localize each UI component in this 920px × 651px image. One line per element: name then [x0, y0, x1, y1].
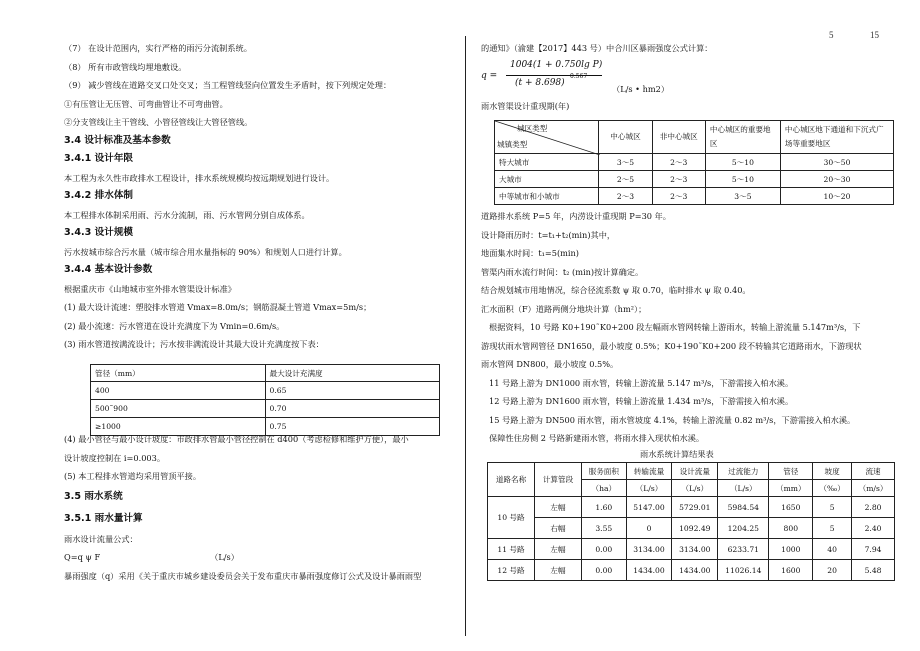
table-cell: 中等城市和小城市 [495, 188, 599, 205]
table-header-cell: 中心城区地下通道和下沉式广场等重要地区 [780, 121, 893, 154]
table-unit-cell: （mm） [769, 480, 813, 497]
table-cell: 0.00 [582, 539, 627, 560]
table-header-cell: 道路名称 [488, 463, 535, 497]
text-line: （7） 在设计范围内，实行严格的雨污分流制系统。 [64, 43, 252, 53]
table-cell: 11026.14 [718, 560, 769, 581]
text-line: 游现状雨水管网管径 DN1650，最小坡度 0.5%；K0+190˜K0+200 段不转输其它道路雨水，下游现状 [481, 340, 862, 351]
table-cell: 1650 [769, 497, 813, 518]
table-cell: 2.40 [852, 518, 895, 539]
table-cell: 1.60 [582, 497, 627, 518]
formula-line [64, 548, 459, 567]
text-line: 雨水设计流量公式： [64, 533, 138, 544]
text-line: 汇水面积（F）道路两侧分地块计算（hm²）； [481, 303, 647, 314]
fraction-bar [506, 75, 602, 76]
right-column-top [481, 39, 901, 58]
subsection-heading: 3.5.1 雨水量计算 [64, 512, 143, 524]
diag-top-label: 城区类型 [517, 124, 548, 133]
text-line: (2) 最小流速：污水管道在设计充满度下为 Vmin=0.6m/s。 [64, 320, 285, 331]
table-cell: 3～5 [705, 188, 780, 205]
table-cell: 1434.00 [672, 560, 718, 581]
table-cell: 5729.01 [672, 497, 718, 518]
table-cell: 500˜900 [91, 400, 266, 418]
table-row [495, 171, 894, 188]
table-cell: 0.70 [265, 400, 440, 418]
table-cell: 5984.54 [718, 497, 769, 518]
table-cell: 5 [813, 518, 852, 539]
table-cell: 0.75 [265, 418, 440, 436]
section-heading: 3.4 设计标准及基本参数 [64, 134, 171, 146]
table-cell: 左幅 [535, 539, 582, 560]
subsection-heading: 3.4.2 排水体制 [64, 190, 134, 201]
text-line: (5) 本工程排水管道均采用管顶平接。 [64, 471, 202, 481]
table-cell: 2～3 [652, 171, 705, 188]
table-cell: 2～3 [652, 154, 705, 171]
table-header-cell: 流速 [852, 463, 895, 480]
table-header-cell: 管径 [769, 463, 813, 480]
text-line: 本工程为永久性市政排水工程设计，排水系统规模均按远期规划进行设计。 [64, 172, 335, 183]
text-line: 道路排水系统 P=5 年，内涝设计重现期 P=30 年。 [481, 211, 671, 221]
table-cell: 10 号路 [488, 497, 535, 539]
table-cell: 7.94 [852, 539, 895, 560]
table-row [495, 154, 894, 171]
subsection-heading: 3.4.4 基本设计参数 [64, 264, 153, 275]
table-header-cell: 服务面积 [582, 463, 627, 480]
table-cell: 左幅 [535, 497, 582, 518]
table-cell: 0 [626, 518, 672, 539]
table-cell: 特大城市 [495, 154, 599, 171]
table-title: 雨水管渠设计重现期(年) [481, 101, 570, 111]
table-cell: 400 [91, 382, 266, 400]
text-line: 根据资料，10 号路 K0+190˜K0+200 段左幅雨水管网转输上游雨水，转输上游流量 5.147m³/s，下 [489, 322, 861, 332]
table-cell: 5.48 [852, 560, 895, 581]
text-line: 15 号路上游为 DN500 雨水管，雨水管坡度 4.1%，转输上游流量 0.82 m³/s，下游需接入柏水溪。 [489, 414, 856, 425]
table-cell: 大城市 [495, 171, 599, 188]
table-cell: 20 [813, 560, 852, 581]
table-unit-cell: （L/s） [672, 480, 718, 497]
text-line: 污水按城市综合污水量（城市综合用水量指标的 90%）和规划人口进行计算。 [64, 246, 347, 257]
table-cell: 1092.49 [672, 518, 718, 539]
table-cell: 左幅 [535, 560, 582, 581]
table-cell: 5147.00 [626, 497, 672, 518]
table-title: 雨水系统计算结果表 [640, 449, 714, 459]
text-line: 暴雨强度（q）采用《关于重庆市城乡建设委员会关于发布重庆市暴雨强度修订公式及设计暴雨雨型 [64, 570, 422, 581]
table-cell: 6233.71 [718, 539, 769, 560]
table-cell: 0.00 [582, 560, 627, 581]
table-cell: 12 号路 [488, 560, 535, 581]
table-cell: 3134.00 [672, 539, 718, 560]
table-cell: 1000 [769, 539, 813, 560]
column-divider [465, 36, 466, 636]
table-cell: 20～30 [780, 171, 893, 188]
table-unit-cell: （ha） [582, 480, 627, 497]
table-cell: 10～20 [780, 188, 893, 205]
table-header-row [495, 121, 894, 154]
table-row [91, 400, 440, 418]
table-cell: 5 [813, 497, 852, 518]
table-header-cell: 计算管段 [535, 463, 582, 497]
text-line: (1) 最大设计流速：塑胶排水管道 Vmax=8.0m/s；钢筋混凝土管道 Vmax=5m/s； [64, 302, 372, 312]
table-header-cell: 中心城区 [599, 121, 652, 154]
table-unit-cell: （‰） [813, 480, 852, 497]
table-row [488, 539, 895, 560]
table-header-cell: 过流能力 [718, 463, 769, 480]
formula-numerator: 1004(1 + 0.750lg P) [510, 60, 603, 70]
text-line: （8） 所有市政管线均埋地敷设。 [64, 61, 187, 72]
table-unit-cell: （L/s） [718, 480, 769, 497]
text-line: 管渠内雨水流行时间：t₂ (min)按计算确定。 [481, 266, 644, 277]
formula-unit: （L/s • hm2） [612, 84, 670, 94]
text-line: 设计降雨历时：t=t₁+t₂(min)其中， [481, 229, 616, 240]
diag-bottom-label: 城镇类型 [497, 140, 528, 149]
diagonal-header-cell [495, 121, 599, 154]
table-header-cell: 最大设计充满度 [265, 365, 440, 382]
table-header-cell: 中心城区的重要地区 [705, 121, 780, 154]
table-row [495, 188, 894, 205]
table-row [488, 560, 895, 581]
table-cell: 30～50 [780, 154, 893, 171]
text-line: (4) 最小管径与最小设计坡度：市政排水管最小管径控制在 d400（考虑检修和维护方便），最小 [64, 434, 409, 444]
text-line: 保障性住房侧 2 号路新建雨水管，将雨水排入现状柏水溪。 [489, 433, 705, 443]
formula-q: Q=q ψ F [64, 552, 101, 562]
table-cell: 40 [813, 539, 852, 560]
subsection-heading: 3.4.1 设计年限 [64, 153, 134, 164]
table-header-cell: 设计流量 [672, 463, 718, 480]
table-header-cell: 管径（mm） [91, 365, 266, 382]
table-cell: 2.80 [852, 497, 895, 518]
text-line: （9） 减少管线在道路交叉口处交叉；当工程管线竖向位置发生矛盾时，按下列规定处理： [64, 80, 392, 90]
formula-lhs: q = [481, 71, 498, 81]
table-cell: 5～10 [705, 171, 780, 188]
text-line: 11 号路上游为 DN1000 雨水管，转输上游流量 5.147 m³/s，下游需接入柏水溪。 [489, 377, 794, 388]
table-cell: 2～3 [652, 188, 705, 205]
table-cell: 3～5 [599, 154, 652, 171]
text-line: (3) 雨水管道按满流设计；污水按非满流设计其最大设计充满度按下表： [64, 339, 324, 349]
text-line: 根据重庆市《山地城市室外排水管渠设计标准》 [64, 283, 236, 294]
table-cell: 1204.25 [718, 518, 769, 539]
table-row [488, 497, 895, 518]
table-cell: 11 号路 [488, 539, 535, 560]
table-cell: 3.55 [582, 518, 627, 539]
text-line: ①有压管让无压管、可弯曲管让不可弯曲管。 [64, 98, 228, 109]
right-column-mid [481, 207, 901, 448]
table-cell: 2～3 [599, 188, 652, 205]
table-unit-cell: （L/s） [626, 480, 672, 497]
table-cell: 3134.00 [626, 539, 672, 560]
table-cell: ≥1000 [91, 418, 266, 436]
table-row [91, 382, 440, 400]
left-column-lower [64, 430, 459, 585]
table-cell: 2～5 [599, 171, 652, 188]
formula-unit: （L/s） [210, 552, 239, 562]
section-heading: 3.5 雨水系统 [64, 490, 123, 502]
text-line: 的通知》（渝建【2017】443 号）中合川区暴雨强度公式计算： [481, 43, 713, 53]
table-cell: 1434.00 [626, 560, 672, 581]
table-header-cell: 坡度 [813, 463, 852, 480]
text-line: 设计坡度控制在 i=0.003。 [64, 452, 166, 463]
text-line: 结合规划城市用地情况，综合径流系数 ψ 取 0.70，临时排水 ψ 取 0.40。 [481, 285, 751, 295]
table-header-row [488, 463, 895, 480]
table-cell: 800 [769, 518, 813, 539]
table-row [488, 518, 895, 539]
page-number-right: 15 [870, 30, 879, 40]
table-cell: 0.65 [265, 382, 440, 400]
fill-ratio-table [90, 364, 440, 436]
table-header-row [91, 365, 440, 382]
table-unit-cell: （m/s） [852, 480, 895, 497]
rain-result-table [487, 462, 895, 581]
table-cell: 右幅 [535, 518, 582, 539]
formula-denominator: (t + 8.698) [515, 78, 565, 88]
table-header-cell: 转输流量 [626, 463, 672, 480]
text-line: ②分支管线让主干管线、小管径管线让大管径管线。 [64, 117, 253, 127]
page-number-left: 5 [829, 30, 834, 40]
table-header-cell: 非中心城区 [652, 121, 705, 154]
return-period-table [494, 120, 894, 205]
table-cell: 5～10 [705, 154, 780, 171]
table-cell: 1600 [769, 560, 813, 581]
formula-exponent: 0.567 [570, 73, 588, 80]
left-column [64, 39, 454, 354]
text-line: 12 号路上游为 DN1600 雨水管，转输上游流量 1.434 m³/s，下游需接入柏水溪。 [489, 396, 794, 406]
text-line: 本工程排水体制采用雨、污水分流制，雨、污水管网分别自成体系。 [64, 209, 310, 220]
text-line: 雨水管网 DN800，最小坡度 0.5%。 [481, 359, 619, 369]
text-line: 地面集水时间：t₁=5(min) [481, 248, 579, 258]
subsection-heading: 3.4.3 设计规模 [64, 227, 134, 238]
